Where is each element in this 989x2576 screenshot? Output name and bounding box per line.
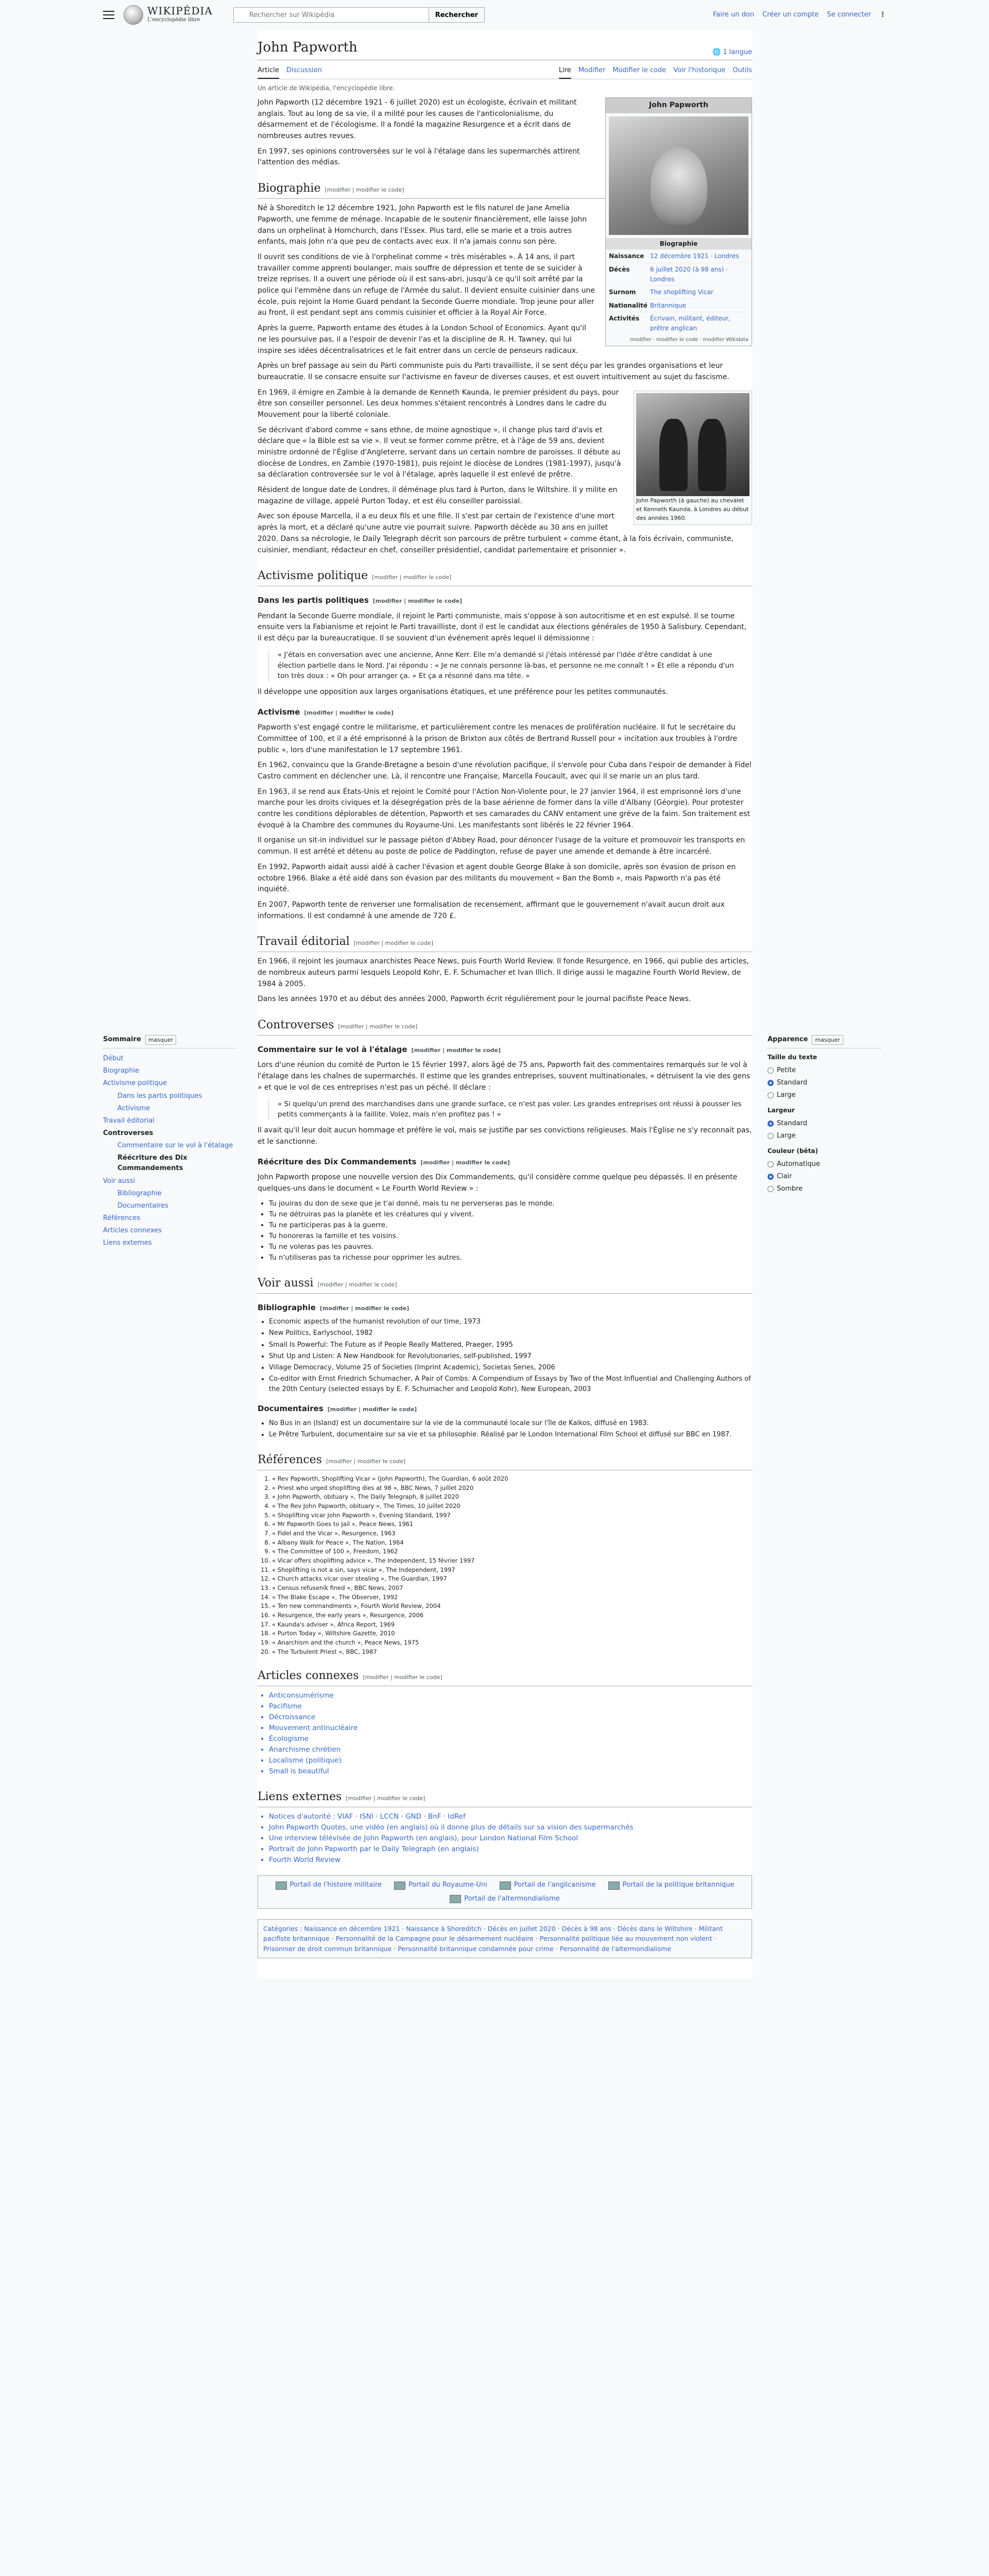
infobox-row — [606, 285, 752, 299]
list-item: • Tu n'utiliseras pas ta richesse pour opprimer les autres. — [269, 1252, 752, 1263]
tab-0[interactable]: Article — [258, 63, 279, 79]
paragraph: Lors d'une réunion du comité de Purton le 15 février 1997, alors âgé de 75 ans, Papworth fait des commentaires remarqués sur le vol à l'étalage dans les chaînes de supermarchés. Il estime que les grandes entreprises, souvent multinationales, « détruisent la vie des gens » et que le vol de ces entreprises n'est pas un péché. Il déclare : — [258, 1061, 751, 1092]
list-item: • Tu honoreras la famille et tes voisins. — [269, 1231, 752, 1242]
subsection-dix-commandements — [258, 1156, 752, 1168]
appearance-option-label: Sombre — [777, 1184, 803, 1193]
main-menu-icon[interactable] — [103, 11, 114, 19]
edit-section-link[interactable]: [modifier | modifier le code] — [372, 598, 463, 605]
list-item[interactable]: • Écologisme — [269, 1734, 752, 1744]
appearance-option[interactable] — [768, 1089, 881, 1101]
edit-section-link[interactable]: [modifier | modifier le code] — [327, 1406, 417, 1413]
paragraph: Il développe une opposition aux larges organisations étatiques, et une préférence pour les petites communautés. — [258, 688, 668, 697]
language-button[interactable]: 🌐 1 langue — [712, 48, 752, 57]
toc-item[interactable]: Réécriture des Dix Commandements — [117, 1154, 187, 1173]
toc-item[interactable]: Documentaires — [117, 1201, 168, 1210]
toc-item[interactable]: Controverses — [103, 1129, 154, 1137]
radio-icon[interactable] — [768, 1133, 774, 1139]
article-content — [258, 30, 752, 1979]
toc-item[interactable]: Références — [103, 1214, 141, 1222]
section-articles-connexes — [258, 1667, 752, 1686]
wordmark: WIKIPÉDIA — [147, 5, 213, 18]
appearance-option[interactable] — [768, 1158, 881, 1171]
infobox-key: Activités — [609, 315, 640, 323]
edit-section-link[interactable]: [modifier | modifier le code] — [346, 1794, 425, 1802]
more-menu-icon[interactable]: ⋮ — [879, 10, 886, 19]
appearance-panel — [768, 1035, 881, 1195]
toc-title: Sommaire — [103, 1036, 141, 1043]
section-title: Références — [258, 1453, 322, 1466]
infobox-value[interactable]: 6 juillet 2020 (à 98 ans) · Londres — [650, 265, 728, 283]
portrait-photo[interactable] — [609, 116, 748, 235]
thumbnail-figure — [634, 391, 752, 525]
action-tab-1[interactable]: Modifier — [578, 66, 606, 75]
page-tabs — [258, 63, 752, 79]
subsection-bibliographie — [258, 1302, 752, 1314]
list-item: 19. « Anarchism and the church », Peace News, 1975 — [272, 1638, 752, 1647]
list-item[interactable]: • Notices d'autorité : VIAF · ISNI · LCCN · GND · BnF · IdRef — [269, 1811, 752, 1822]
infobox-row — [606, 263, 752, 285]
portal-icon — [500, 1882, 511, 1890]
toc-item[interactable]: Commentaire sur le vol à l'étalage — [117, 1142, 233, 1150]
paragraph: Il organise un sit-in individuel sur le passage piéton d'Abbey Road, pour dénoncer l'usage de la voiture et promouvoir les transports en commun. Il est arrêté et détenu au poste de police de Paddington, refuse de payer une amende et demande à être incarcéré. — [258, 836, 745, 856]
section-title: Controverses — [258, 1019, 334, 1032]
section-title: Liens externes — [258, 1790, 342, 1803]
from-wikipedia: Un article de Wikipédia, l'encyclopédie libre. — [258, 84, 395, 92]
site-header — [0, 0, 989, 30]
portal-label[interactable]: Portail de l'anglicanisme — [514, 1881, 596, 1889]
portal-item[interactable] — [276, 1880, 382, 1890]
paragraph: Né à Shoreditch le 12 décembre 1921, John Papworth est le fils naturel de Jane Amelia Papworth, une femme de ménage. Incapable de le soutenir financièrement, elle laisse John dans un orphelinat à Hornchurch, dans l'Essex. Plus tard, elle se marie et a trois autres enfants, mais John n'a que peu de contacts avec eux. Il n'a jamais connu son père. — [258, 204, 587, 246]
paragraph: Résident de longue date de Londres, il déménage plus tard à Purton, dans le Wiltshire. Il y milite en magazine de village, appelé Purton Today, et est élu conseiller paroissial. — [258, 486, 618, 505]
radio-icon[interactable] — [768, 1186, 774, 1192]
list-item[interactable]: • Anticonsumérisme — [269, 1690, 752, 1701]
portal-icon — [276, 1882, 287, 1890]
subsection-vol-etalage — [258, 1044, 752, 1056]
list-item[interactable]: • Pacifisme — [269, 1701, 752, 1712]
section-travail-editorial — [258, 933, 752, 952]
appearance-group-title: Couleur (bêta) — [768, 1147, 819, 1155]
edit-section-link[interactable]: [modifier | modifier le code] — [325, 187, 404, 194]
list-item: • Small Is Powerful: The Future as if People Really Mattered, Praeger, 1995 — [269, 1340, 752, 1350]
appearance-option[interactable] — [768, 1130, 881, 1142]
section-title: Travail éditorial — [258, 935, 350, 948]
list-item: 20. « The Turbulent Priest », BBC, 1987 — [272, 1648, 752, 1656]
tab-1[interactable]: Discussion — [286, 66, 322, 75]
infobox-row — [606, 249, 752, 263]
list-item: 9. « The Committee of 100 », Freedom, 1962 — [272, 1547, 752, 1556]
appearance-option-label: Petite — [777, 1066, 796, 1074]
appearance-option[interactable] — [768, 1064, 881, 1077]
toc-item[interactable]: Biographie — [103, 1067, 140, 1075]
paragraph: Papworth s'est engagé contre le militarisme, et particulièrement contre les menaces de prolifération nucléaire. Il fut le secrétaire du Committee of 100, et il a été emprisonné à la prison de Brixton aux côtés de Bertrand Russell pour « incitation aux troubles à l'ordre public », lors d'une manifestation le 17 septembre 1961. — [258, 723, 738, 754]
appearance-option[interactable] — [768, 1171, 881, 1183]
edit-section-link[interactable]: [modifier | modifier le code] — [317, 1281, 397, 1288]
list-item: • Tu jouiras du don de sexe que je t'ai donné, mais tu ne perverseras pas le monde. — [269, 1198, 752, 1209]
edit-section-link[interactable]: [modifier | modifier le code] — [363, 1674, 442, 1681]
subsection-title: Dans les partis politiques — [258, 596, 369, 605]
infobox-row — [606, 299, 752, 312]
list-item[interactable]: • Anarchisme chrétien — [269, 1744, 752, 1755]
paragraph: Dans les années 1970 et au début des années 2000, Papworth écrit régulièrement pour le journal pacifiste Peace News. — [258, 995, 691, 1004]
list-item: 13. « Census refusenik fined », BBC News, 2007 — [272, 1584, 752, 1592]
appearance-option-label: Large — [777, 1091, 796, 1099]
radio-icon[interactable] — [768, 1092, 774, 1098]
paragraph: John Papworth (12 décembre 1921 - 6 juillet 2020) est un écologiste, écrivain et militant anglais. Tout au long de sa vie, il a milité pour les causes de l'anticolonialisme, du désarmement et de l'écologisme. Il a fondé la magazine Resurgence et a écrit dans de nombreuses autres revues. — [258, 98, 577, 141]
globe-icon — [124, 5, 143, 25]
portal-item[interactable] — [500, 1880, 596, 1890]
list-item: 10. « Vicar offers shoplifting advice », The Independent, 15 février 1997 — [272, 1556, 752, 1565]
list-item: • Le Prêtre Turbulent, documentaire sur sa vie et sa philosophie. Réalisé par le London International Film School et diffusé sur BBC en 1987. — [269, 1430, 752, 1440]
list-item: 16. « Resurgence, the early years », Resurgence, 2006 — [272, 1611, 752, 1620]
list-item: 5. « Shoplifting vicar John Papworth », Evening Standard, 1997 — [272, 1511, 752, 1520]
list-item: 3. « John Papworth, obituary », The Daily Telegraph, 8 juillet 2020 — [272, 1493, 752, 1501]
infobox-value[interactable]: Britannique — [650, 301, 686, 309]
portal-label[interactable]: Portail de la politique britannique — [622, 1881, 735, 1889]
thumbnail-caption: John Papworth (à gauche) au chevalet et Kenneth Kaunda, à Londres au début des années 1960. — [636, 497, 749, 521]
portals-box — [258, 1875, 752, 1908]
list-item: • Tu ne détruiras pas la planète et les créatures qui y vivent. — [269, 1209, 752, 1220]
list-item: 2. « Priest who urged shoplifting dies at 98 », BBC News, 7 juillet 2020 — [272, 1484, 752, 1493]
user-link[interactable]: Se connecter — [827, 10, 871, 19]
portal-item[interactable] — [608, 1880, 735, 1890]
radio-icon[interactable] — [768, 1121, 774, 1127]
subsection-title: Réécriture des Dix Commandements — [258, 1157, 417, 1166]
action-tab-0[interactable]: Lire — [559, 63, 571, 79]
list-item[interactable]: • Small is beautiful — [269, 1766, 752, 1777]
section-voir-aussi — [258, 1275, 752, 1294]
user-link[interactable]: Faire un don — [712, 10, 755, 19]
subsection-title: Documentaires — [258, 1404, 323, 1414]
external-links-list — [269, 1811, 752, 1866]
toc-item[interactable]: Dans les partis politiques — [117, 1092, 202, 1100]
section-title: Biographie — [258, 182, 321, 195]
action-tab-2[interactable]: Modifier le code — [612, 66, 667, 75]
portal-label[interactable]: Portail de l'altermondialisme — [464, 1894, 560, 1903]
edit-section-link[interactable]: [modifier | modifier le code] — [338, 1023, 418, 1030]
list-item: 6. « Mr Papworth Goes to Jail », Peace News, 1961 — [272, 1520, 752, 1529]
infobox-row — [606, 312, 752, 334]
list-item[interactable]: • John Papworth Quotes, une vidéo (en anglais) où il donne plus de détails sur sa vision des supermarchés — [269, 1822, 752, 1833]
infobox-key: Surnom — [609, 289, 636, 296]
subsection-title: Bibliographie — [258, 1303, 316, 1313]
subsection-title: Commentaire sur le vol à l'étalage — [258, 1045, 407, 1055]
appearance-group-title: Largeur — [768, 1107, 795, 1114]
edit-section-link[interactable]: [modifier | modifier le code] — [319, 1305, 410, 1312]
paragraph: Après un bref passage au sein du Parti communiste puis du Parti travailliste, il se sent déçu par les grandes organisations et leur bureaucratie. Il se consacre ensuite sur l'activisme en faveur de diverses causes, et est ouvert intuitivement au sujet du fascisme. — [258, 362, 729, 381]
list-item[interactable]: • Mouvement antinucléaire — [269, 1723, 752, 1734]
action-tab-4[interactable]: Outils — [732, 66, 752, 75]
quote: « J'étais en conversation avec une ancienne, Anne Kerr. Elle m'a demandé si j'étais intéressé par l'idée d'être candidat à une élection partielle dans le Nord. J'ai répondu : « Je ne connais personne là-bas, et personne ne me connaît ! » Et elle a répondu d'un ton très doux : « Oh pour arranger ça. » Et ça a résonné dans ma tête. » — [268, 650, 742, 682]
paragraph: Se décrivant d'abord comme « sans ethne, de moine agnostique », il change plus tard d'avis et déclare que « la Bible est sa vie ». Il veut se former comme prêtre, et à l'âge de 59 ans, devient ministre ordonné de l'Église d'Angleterre, servant dans un certain nombre de paroisses. Il débute au diocèse de Londres, en Zambie (1970-1981), puis rejoint le diocèse de Londres (1981-1997), jusqu'à sa déclaration controversée sur le vol à l'étalage, après laquelle il est enlevé de prêtre. — [258, 426, 621, 479]
toc-hide-button[interactable]: masquer — [145, 1035, 176, 1045]
quote: « Si quelqu'un prend des marchandises dans une grande surface, ce n'est pas voler. Les grandes entreprises ont réussi à pousser les petits commerçants à la faillite. Volez, mais n'en profitez pas ! » — [268, 1099, 742, 1121]
infobox-key: Nationalité — [609, 301, 647, 309]
paragraph: En 1992, Papworth aidait aussi aidé à cacher l'évasion et agent double George Blake à son domicile, après son évasion de prison en octobre 1966. Blake a été aidé dans son évasion par des militants du mouvement « Ban the Bomb », mais Papworth n'a pas été inquiété. — [258, 862, 736, 894]
list-item: 7. « Fidel and the Vicar », Resurgence, 1963 — [272, 1529, 752, 1538]
appearance-option-label: Clair — [777, 1172, 792, 1180]
section-title: Activisme politique — [258, 569, 368, 583]
radio-icon[interactable] — [768, 1067, 774, 1074]
list-item: 14. « The Blake Escape », The Observer, 1992 — [272, 1593, 752, 1602]
list-item: • Co-editor with Ernst Friedrich Schumacher, A Pair of Combs: A Compendium of Essays by Two of the Most Influential and Challenging Authors of the 20th Century (selected essays by E. F. Schumacher and Leopold Kohr), New European, 2003 — [269, 1374, 752, 1395]
list-item: • Economic aspects of the humanist revolution of our time, 1973 — [269, 1317, 752, 1327]
portal-icon — [394, 1882, 405, 1890]
infobox-key: Naissance — [609, 252, 644, 260]
portal-item[interactable] — [394, 1880, 487, 1890]
toc-item[interactable]: Articles connexes — [103, 1227, 162, 1235]
toc-item[interactable]: Travail éditorial — [103, 1116, 155, 1125]
appearance-option[interactable] — [768, 1077, 881, 1089]
list-item: • Village Democracy, Volume 25 of Societies (Imprint Academic), Societas Series, 2006 — [269, 1363, 752, 1373]
paragraph: En 1963, il se rend aux États-Unis et rejoint le Comité pour l'Action Non-Violente pour, le 27 janvier 1964, il est emprisonné lors d'une marche pour les droits civiques et la désegrégation près de la base aérienne de former dans la ville d'Albany (Géorgie). Pour protester contre les conditions déplorables de détention, Papworth et ses camarades du CANV entament une grève de la faim. Son traitement est évoqué à la Chambre des communes du Royaume-Uni. Les manifestants sont libérés le 22 février 1964. — [258, 787, 751, 829]
subsection-documentaires — [258, 1403, 752, 1415]
user-link[interactable]: Créer un compte — [762, 10, 819, 19]
subsection-activisme — [258, 706, 752, 718]
list-item: • No Bus in an (Island) est un documentaire sur la vie de la communauté locale sur l'île de Kalkos, diffusé en 1983. — [269, 1418, 752, 1429]
edit-section-link[interactable]: [modifier | modifier le code] — [372, 574, 452, 581]
user-links — [713, 10, 886, 20]
paragraph: Il avait qu'il leur doit aucun hommage et préfère le vol, mais se justifie par ses convictions religieuses. Mais l'Église ne s'y reconnait pas, et le sanctionne. — [258, 1126, 752, 1146]
wikipedia-logo[interactable] — [124, 5, 213, 25]
subsection-partis — [258, 595, 752, 606]
edit-section-link[interactable]: [modifier | modifier le code] — [353, 940, 433, 947]
paragraph: Pendant la Seconde Guerre mondiale, il rejoint le Parti communiste, mais s'oppose à son autocritisme et en est expulsé. Il se tourne ensuite vers la Fabianisme et rejoint le Parti travailliste, dont il est le candidat aux élections générales de 1950 à Salisbury. Cependant, il est déçu par la bureaucratique. Il se souvient d'un événement après lequel il démissionne : — [258, 612, 747, 642]
language-label: 1 langue — [723, 48, 752, 57]
appearance-option-label: Standard — [777, 1078, 808, 1087]
section-references — [258, 1451, 752, 1470]
list-item: 8. « Albany Walk for Peace », The Nation, 1964 — [272, 1538, 752, 1547]
list-item: 17. « Kaunda's adviser », Africa Report, 1969 — [272, 1620, 752, 1629]
list-item: 11. « Shoplifting is not a sin, says vicar », The Independent, 1997 — [272, 1566, 752, 1574]
table-of-contents — [103, 1035, 237, 1249]
subsection-title: Activisme — [258, 707, 300, 717]
portal-label[interactable]: Portail du Royaume-Uni — [408, 1881, 487, 1889]
portal-icon — [608, 1882, 620, 1890]
paragraph: John Papworth propose une nouvelle version des Dix Commandements, qu'il considère comme quelque peu dépassés. Il en présente quelques-uns dans le document « Le Fourth World Review » : — [258, 1173, 738, 1193]
toc-item[interactable]: Activisme politique — [103, 1079, 167, 1088]
appearance-title: Apparence — [768, 1036, 808, 1043]
edit-section-link[interactable]: [modifier | modifier le code] — [411, 1047, 501, 1054]
section-controverses — [258, 1016, 752, 1036]
list-item: 4. « The Rev John Papworth, obituary », The Times, 10 juillet 2020 — [272, 1502, 752, 1511]
infobox-title: John Papworth — [606, 98, 752, 113]
portal-icon — [450, 1895, 461, 1903]
infobox-section: Biographie — [606, 238, 752, 250]
list-item: 1. « Rev Papworth, Shoplifting Vicar » (John Papworth), The Guardian, 6 août 2020 — [272, 1475, 752, 1483]
paragraph: En 1966, il rejoint les journaux anarchistes Peace News, puis Fourth World Review. Il fonde Resurgence, en 1966, qui publie des articles, de nombreux auteurs parmi lesquels Leopold Kohr, E. F. Schumacher et Ivan Illich. Il dirige aussi le magazine Fourth World Review, de 1984 à 2005. — [258, 957, 749, 988]
section-activisme-politique — [258, 567, 752, 586]
appearance-option-label: Standard — [777, 1119, 808, 1127]
page-title: John Papworth — [258, 40, 357, 55]
bibliography-list — [269, 1317, 752, 1395]
section-liens-externes — [258, 1788, 752, 1807]
portal-item[interactable] — [450, 1894, 560, 1904]
infobox-key: Décès — [609, 265, 630, 273]
related-articles-list — [269, 1690, 752, 1776]
paragraph: En 1962, convaincu que la Grande-Bretagne a besoin d'une révolution pacifique, il s'envole pour Cuba dans l'espoir de demander à Fidel Castro comment en déclencher une. Là, il rencontre une Française, Marcella Foucault, avec qui il se marie un an plus tard. — [258, 761, 752, 781]
edit-section-link[interactable]: [modifier | modifier le code] — [326, 1458, 406, 1465]
appearance-option-label: Large — [777, 1131, 796, 1140]
infobox — [605, 97, 752, 346]
thumbnail-photo[interactable] — [636, 393, 749, 496]
paragraph: Il ouvrit ses conditions de vie à l'orphelinat comme « très misérables ». À 14 ans, il part travailler comme apprenti boulanger, mais souffre de dépression et tente de se suicider à treize reprises. Il a ouvert une période où il est sans-abri, jusqu'à ce qu'il soit arrêté par la police qui l'emmène dans un refuge de l'Armée du salut. Il devient ensuite cuisinier dans une école, puis rejoint la Home Guard pendant la Seconde Guerre mondiale. Trop jeune pour aller au front, il est pendant sept ans commis cuisinier et officier à la Royal Air Force. — [258, 253, 595, 317]
list-item: • Tu ne participeras pas à la guerre. — [269, 1220, 752, 1231]
list-item: 18. « Purton Today », Wiltshire Gazette, 2010 — [272, 1629, 752, 1638]
infobox-value[interactable]: The shoplifting Vicar — [650, 289, 713, 296]
portal-label[interactable]: Portail de l'histoire militaire — [289, 1881, 382, 1889]
categories-box[interactable]: Catégories : Naissance en décembre 1921 · Naissance à Shoreditch · Décès en juillet 2020 · Décès à 98 ans · Décès dans le Wiltshire · Militant pacifiste britannique · Personnalité de la Campagne pour le désarmement nucléaire · Personnalité politique liée au mouvement non violent · Prisonnier de droit commun britannique · Personnalité britannique condamnée pour crime · Personnalité de l'altermondialisme — [258, 1919, 752, 1958]
toc-item[interactable]: Activisme — [117, 1104, 150, 1112]
appearance-option[interactable] — [768, 1183, 881, 1195]
toc-item[interactable]: Liens externes — [103, 1239, 152, 1247]
section-title: Articles connexes — [258, 1669, 359, 1683]
infobox-value[interactable]: Écrivain, militant, éditeur, prêtre anglican — [650, 315, 730, 332]
search-input[interactable] — [233, 7, 429, 23]
list-item[interactable]: • Portrait de John Papworth par le Daily Telegraph (en anglais) — [269, 1844, 752, 1855]
edit-section-link[interactable]: [modifier | modifier le code] — [304, 709, 394, 717]
appearance-hide-button[interactable]: masquer — [812, 1035, 843, 1045]
references-list — [272, 1475, 752, 1656]
documentaries-list — [269, 1418, 752, 1440]
list-item: 15. « Ten new commandments », Fourth World Review, 2004 — [272, 1602, 752, 1611]
toc-item[interactable]: Bibliographie — [117, 1189, 162, 1197]
list-item[interactable]: • Une interview télévisée de John Papworth (en anglais), pour London National Film School — [269, 1833, 752, 1844]
list-item: • Tu ne voleras pas les pauvres. — [269, 1242, 752, 1252]
tagline: L'encyclopédie libre — [147, 17, 200, 23]
paragraph: En 1969, il émigre en Zambie à la demande de Kenneth Kaunda, le premier président du pays, pour être son conseiller personnel. Les deux hommes s'étaient rencontrés à Londres dans le cadre du Mouvement pour la liberté coloniale. — [258, 388, 619, 419]
list-item: • Shut Up and Listen: A New Handbook for Revolutionaries, self-published, 1997 — [269, 1351, 752, 1362]
appearance-option-label: Automatique — [777, 1160, 821, 1168]
section-title: Voir aussi — [258, 1276, 314, 1290]
list-item: • New Politics, Earlyschool, 1982 — [269, 1328, 752, 1338]
radio-icon[interactable] — [768, 1174, 774, 1180]
radio-icon[interactable] — [768, 1080, 774, 1086]
toc-item[interactable]: Voir aussi — [103, 1177, 135, 1185]
action-tab-3[interactable]: Voir l'historique — [673, 66, 726, 75]
list-item: 12. « Church attacks vicar over stealing », The Guardian, 1997 — [272, 1574, 752, 1583]
search-bar — [233, 7, 485, 23]
paragraph: En 1997, ses opinions controversées sur le vol à l'étalage dans les supermarchés attirent l'attention des médias. — [258, 147, 580, 167]
list-item[interactable]: • Fourth World Review — [269, 1855, 752, 1866]
paragraph: Avec son épouse Marcella, il a eu deux fils et une fille. Il s'est par certain de l'existence d'une mort après la mort, et a déclaré qu'une autre vie pourrait suivre. Papworth décède au 30 ans en juillet 2020. Dans sa nécrologie, le Daily Telegraph décrit son parcours de prêtre turbulent « comme étant, à la fois écrivain, communiste, cuisinier, mendiant, rédacteur en chef, conseiller présidentiel, candidat parlementaire et prisonnier ». — [258, 512, 734, 554]
toc-item[interactable]: Début — [103, 1055, 124, 1063]
paragraph: Après la guerre, Papworth entame des études à la London School of Economics. Ayant qu'il ne les poursuive pas, il a l'espoir de devenir l'as et la discipline de R. H. Tawney, qui lui inspire ses idées décentralisatrices et le fait entrer dans un cercle de penseurs radicaux. — [258, 324, 586, 355]
search-button[interactable]: Rechercher — [429, 7, 485, 23]
commandments-list — [269, 1198, 752, 1263]
infobox-value[interactable]: 12 décembre 1921 · Londres — [650, 252, 739, 260]
infobox-edit-links[interactable]: modifier · modifier le code · modifier Wikidata — [630, 337, 748, 343]
radio-icon[interactable] — [768, 1161, 774, 1167]
list-item[interactable]: • Décroissance — [269, 1712, 752, 1723]
edit-section-link[interactable]: [modifier | modifier le code] — [420, 1159, 510, 1166]
appearance-group-title: Taille du texte — [768, 1054, 817, 1061]
list-item[interactable]: • Localisme (politique) — [269, 1755, 752, 1766]
appearance-option[interactable] — [768, 1117, 881, 1130]
paragraph: En 2007, Papworth tente de renverser une formalisation de recensement, affirmant que le gouvernement n'avait aucun droit aux informations. Il est condamné à une amende de 720 £. — [258, 900, 725, 920]
